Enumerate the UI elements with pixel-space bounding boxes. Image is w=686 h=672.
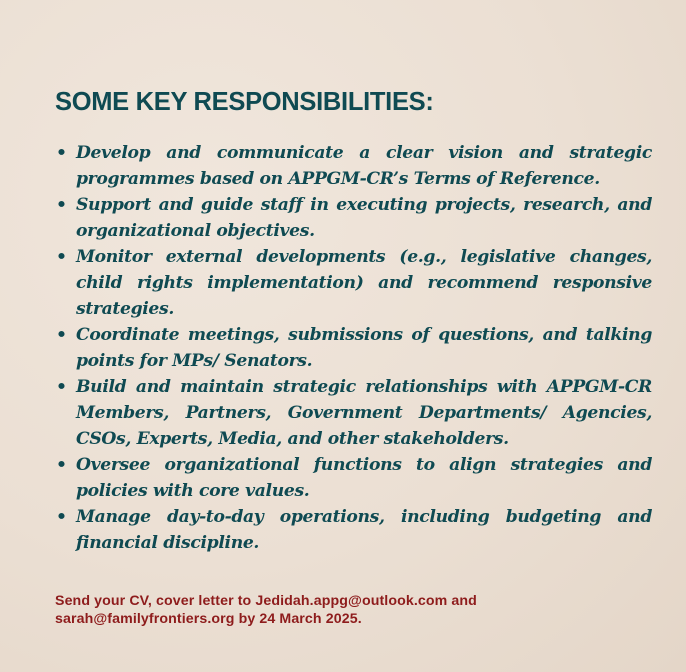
- bullet-icon: •: [56, 507, 67, 527]
- application-instructions: Send your CV, cover letter to Jedidah.appg@outlook.com and sarah@familyfrontiers.org by 24 March 2025.: [55, 593, 477, 627]
- list-item-text: Monitor external developments (e.g., legislative changes, child rights implementation) and recommend responsive strategies.: [76, 247, 652, 319]
- bullet-icon: •: [56, 377, 67, 397]
- bullet-icon: •: [56, 143, 67, 163]
- list-item: [54, 504, 652, 556]
- list-item: [54, 374, 652, 452]
- list-item: [54, 452, 652, 504]
- list-item-text: Coordinate meetings, submissions of questions, and talking points for MPs/ Senators.: [76, 325, 652, 371]
- bullet-icon: •: [56, 195, 67, 215]
- bullet-icon: •: [56, 455, 67, 475]
- bullet-icon: •: [56, 247, 67, 267]
- responsibilities-list: [54, 140, 652, 556]
- list-item-text: Oversee organizational functions to align strategies and policies with core values.: [76, 455, 652, 501]
- section-heading: SOME KEY RESPONSIBILITIES:: [55, 88, 434, 116]
- bullet-icon: •: [56, 325, 67, 345]
- list-item: [54, 322, 652, 374]
- list-item-text: Support and guide staff in executing projects, research, and organizational objectives.: [76, 195, 652, 241]
- list-item: [54, 244, 652, 322]
- list-item-text: Manage day-to-day operations, including budgeting and financial discipline.: [76, 507, 652, 553]
- list-item: [54, 140, 652, 192]
- list-item-text: Build and maintain strategic relationships with APPGM-CR Members, Partners, Government Departments/ Agencies, CSOs, Experts, Media, and other stakeholders.: [76, 377, 652, 449]
- list-item-text: Develop and communicate a clear vision and strategic programmes based on APPGM-CR’s Terms of Reference.: [76, 143, 652, 189]
- list-item: [54, 192, 652, 244]
